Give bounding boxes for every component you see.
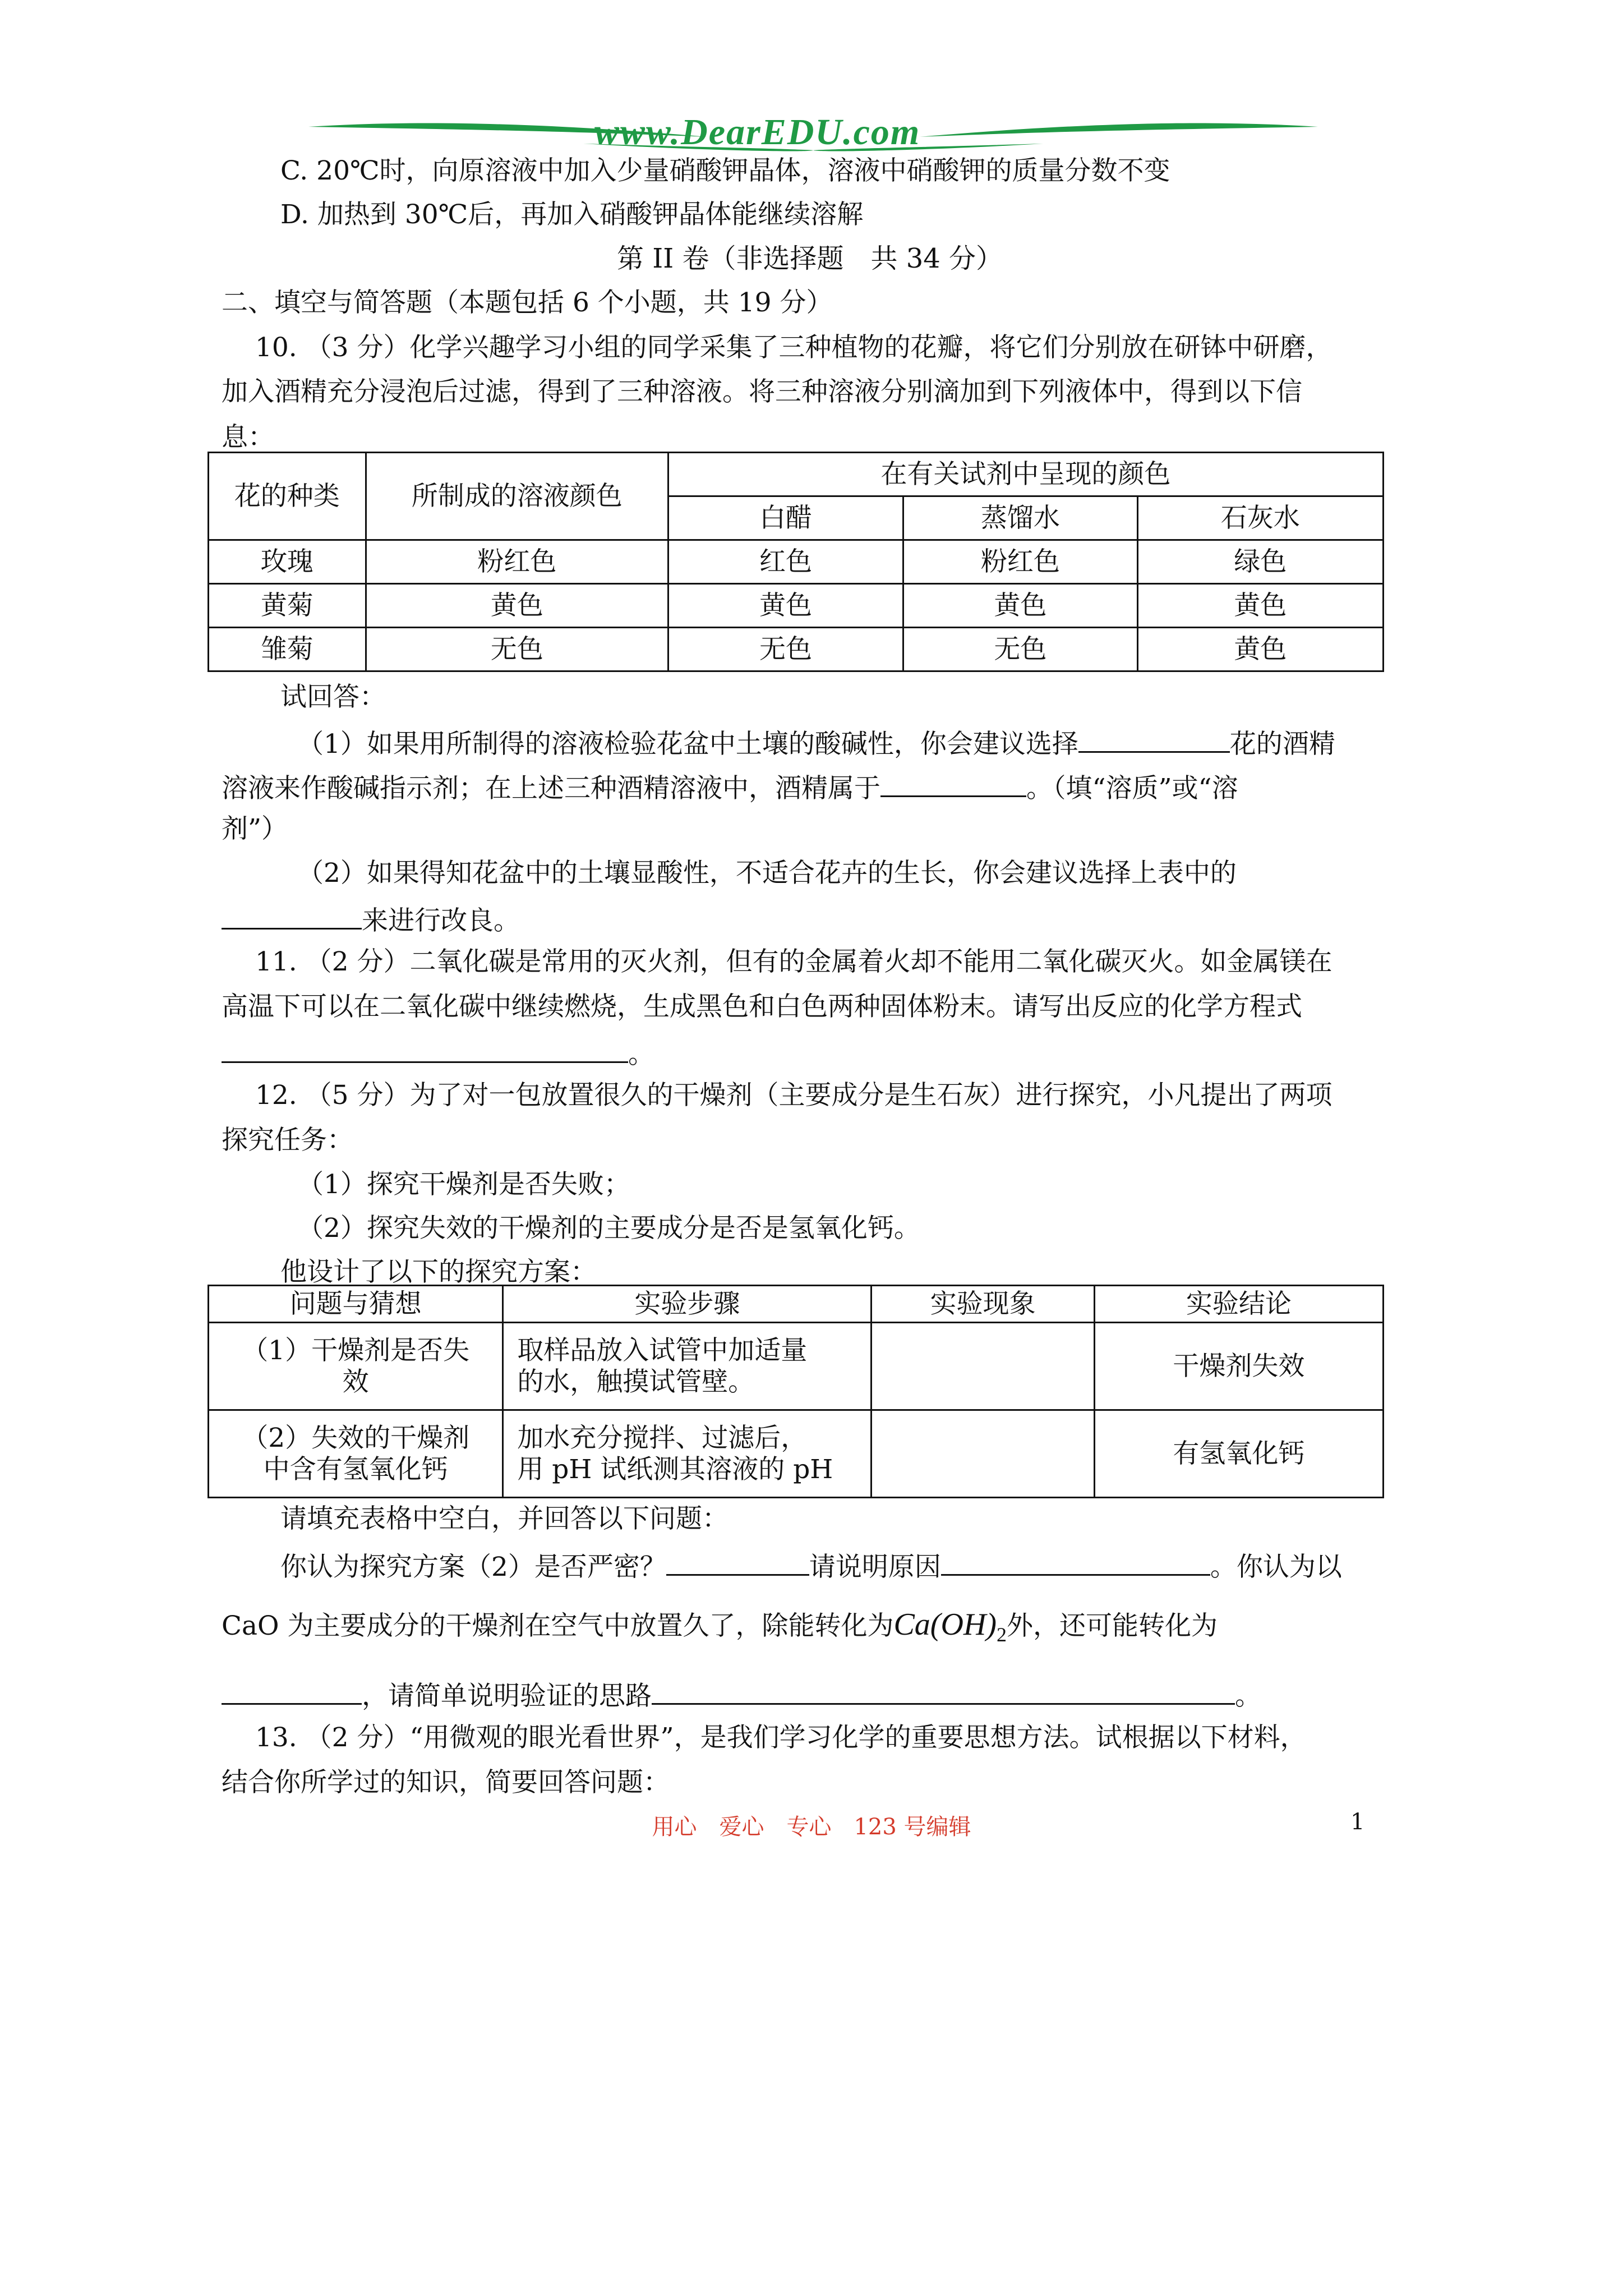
subheader-vinegar: 白醋 (668, 496, 903, 540)
footer-credit: 用心 爱心 专心 123 号编辑 (652, 1814, 971, 1840)
cell: （2）失效的干燥剂 中含有氢氧化钙 (209, 1410, 503, 1498)
q12-line2: 探究任务： (222, 1125, 353, 1156)
part-ii-title: 第 II 卷（非选择题 共 34 分） (617, 243, 1003, 274)
cell: 加水充分搅拌、过滤后， 用 pH 试纸测其溶液的 pH (503, 1410, 872, 1498)
q11-line1: 11. （2 分）二氧化碳是常用的灭火剂，但有的金属着火却不能用二氧化碳灭火。如金属镁在 (255, 946, 1332, 977)
answer-blank[interactable] (1078, 725, 1230, 753)
header-observation: 实验现象 (872, 1286, 1094, 1323)
q12-plan-intro: 他设计了以下的探究方案： (280, 1257, 597, 1287)
cell: 粉红色 (366, 540, 668, 584)
header-steps: 实验步骤 (503, 1286, 872, 1323)
q10-1-line1: （1）如果用所制得的溶液检验花盆中土壤的酸碱性，你会建议选择 花的酒精 (297, 725, 1335, 760)
cell: 有氢氧化钙 (1094, 1410, 1383, 1498)
q10-line3: 息： (222, 422, 274, 453)
cell: 黄菊 (209, 584, 366, 628)
cell: 取样品放入试管中加适量 的水，触摸试管壁。 (503, 1323, 872, 1410)
header-reagent-color: 在有关试剂中呈现的颜色 (668, 453, 1383, 496)
answer-blank[interactable] (666, 1548, 809, 1576)
q10-1-line3: 剂”） (222, 813, 288, 844)
q10-2-line2: 来进行改良。 (222, 902, 520, 937)
option-d: D. 加热到 30℃后，再加入硝酸钾晶体能继续溶解 (280, 199, 864, 230)
experiment-plan-table (208, 1285, 1384, 1498)
q10-line2: 加入酒精充分浸泡后过滤，得到了三种溶液。将三种溶液分别滴加到下列液体中，得到以下信 (222, 376, 1302, 407)
table-row (209, 628, 1384, 671)
cell: 红色 (668, 540, 903, 584)
cell: 玫瑰 (209, 540, 366, 584)
cell: 无色 (903, 628, 1137, 671)
header-flower-type: 花的种类 (209, 453, 366, 540)
cell: 无色 (668, 628, 903, 671)
table-row (209, 540, 1384, 584)
cell: 黄色 (366, 584, 668, 628)
q10-1-line2: 溶液来作酸碱指示剂；在上述三种酒精溶液中，酒精属于 。（填“溶质”或“溶 (222, 770, 1238, 804)
q10-line1: 10. （3 分）化学兴趣学习小组的同学采集了三种植物的花瓣，将它们分别放在研钵中研磨， (255, 332, 1332, 363)
table-row (209, 584, 1384, 628)
subheader-limewater: 石灰水 (1137, 496, 1383, 540)
observation-blank-cell[interactable] (872, 1410, 1094, 1498)
page-number: 1 (1350, 1809, 1365, 1835)
try-answer-label: 试回答： (280, 682, 386, 712)
answer-blank[interactable] (222, 902, 362, 930)
cell: 粉红色 (903, 540, 1137, 584)
q12-line1: 12. （5 分）为了对一包放置很久的干燥剂（主要成分是生石灰）进行探究，小凡提出了两项 (255, 1080, 1332, 1111)
cell: 黄色 (903, 584, 1137, 628)
q13-line1: 13. （2 分）“用微观的眼光看世界”，是我们学习化学的重要思想方法。试根据以下材料， (255, 1722, 1307, 1753)
cell: 无色 (366, 628, 668, 671)
q12-question1: 你认为探究方案（2）是否严密？ 请说明原因 。你认为以 (280, 1548, 1342, 1583)
answer-blank[interactable] (941, 1548, 1210, 1576)
q11-line3: 。 (222, 1036, 654, 1070)
cell: 黄色 (668, 584, 903, 628)
cell: 黄色 (1137, 628, 1383, 671)
answer-blank[interactable] (880, 770, 1026, 797)
cell: （1）干燥剂是否失 效 (209, 1323, 503, 1410)
cell: 干燥剂失效 (1094, 1323, 1383, 1410)
calcium-hydroxide-formula: $Ca(OH)_2$ (893, 1607, 1007, 1646)
answer-blank[interactable] (222, 1036, 628, 1063)
q11-line2: 高温下可以在二氧化碳中继续燃烧，生成黑色和白色两种固体粉末。请写出反应的化学方程式 (222, 991, 1302, 1022)
section-2-heading: 二、填空与简答题（本题包括 6 个小题，共 19 分） (222, 287, 833, 318)
observation-blank-cell[interactable] (872, 1323, 1094, 1410)
q10-2-line1: （2）如果得知花盆中的土壤显酸性，不适合花卉的生长，你会建议选择上表中的 (297, 858, 1237, 889)
table-row (209, 1323, 1384, 1410)
q12-question3: ，请简单说明验证的思路 。 (222, 1677, 1261, 1712)
cell: 黄色 (1137, 584, 1383, 628)
answer-blank[interactable] (652, 1677, 1235, 1705)
q12-fill-instruction: 请填充表格中空白，并回答以下问题： (280, 1503, 728, 1534)
cell: 绿色 (1137, 540, 1383, 584)
table-row (209, 1410, 1384, 1498)
flower-color-table (208, 452, 1384, 672)
q12-task2: （2）探究失效的干燥剂的主要成分是否是氢氧化钙。 (297, 1213, 920, 1244)
cell: 雏菊 (209, 628, 366, 671)
q12-question2: CaO 为主要成分的干燥剂在空气中放置久了，除能转化为$Ca(OH)_2$外，还可能转化为 (222, 1607, 1218, 1646)
option-c: C. 20℃时，向原溶液中加入少量硝酸钾晶体，溶液中硝酸钾的质量分数不变 (280, 155, 1170, 186)
answer-blank[interactable] (222, 1677, 362, 1705)
q13-line2: 结合你所学过的知识，简要回答问题： (222, 1767, 670, 1798)
header-conclusion: 实验结论 (1094, 1286, 1383, 1323)
subheader-distilled-water: 蒸馏水 (903, 496, 1137, 540)
header-solution-color: 所制成的溶液颜色 (366, 453, 668, 540)
header-question: 问题与猜想 (209, 1286, 503, 1323)
site-logo-text: www.DearEDU.com (594, 112, 921, 153)
q12-task1: （1）探究干燥剂是否失败； (297, 1169, 630, 1200)
